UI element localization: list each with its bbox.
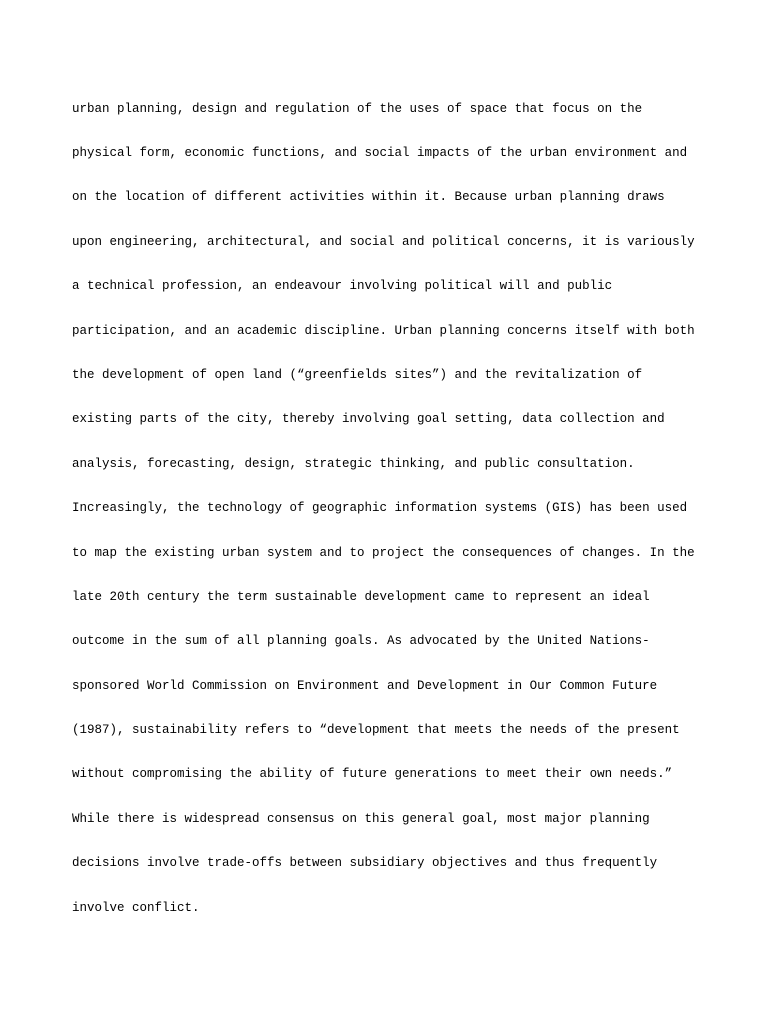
text-line: (1987), sustainability refers to “development that meets the needs of the present	[72, 723, 680, 738]
text-line: existing parts of the city, thereby involving goal setting, data collection and	[72, 412, 665, 427]
text-line: to map the existing urban system and to project the consequences of changes. In the	[72, 545, 695, 560]
text-line: participation, and an academic discipline. Urban planning concerns itself with both	[72, 323, 695, 338]
text-line: outcome in the sum of all planning goals. As advocated by the United Nations-	[72, 634, 650, 649]
body-paragraph	[72, 72, 712, 945]
text-line: without compromising the ability of future generations to meet their own needs.”	[72, 767, 673, 782]
text-line: upon engineering, architectural, and social and political concerns, it is variously	[72, 234, 695, 249]
text-line: a technical profession, an endeavour involving political will and public	[72, 279, 613, 294]
text-line: on the location of different activities within it. Because urban planning draws	[72, 190, 665, 205]
text-line: urban planning, design and regulation of the uses of space that focus on the	[72, 101, 643, 116]
text-line: decisions involve trade-offs between subsidiary objectives and thus frequently	[72, 856, 658, 871]
text-line: Increasingly, the technology of geographic information systems (GIS) has been used	[72, 501, 688, 516]
text-line: analysis, forecasting, design, strategic thinking, and public consultation.	[72, 456, 635, 471]
text-line: sponsored World Commission on Environment and Development in Our Common Future	[72, 678, 658, 693]
text-line: involve conflict.	[72, 900, 200, 915]
text-line: While there is widespread consensus on this general goal, most major planning	[72, 811, 650, 826]
text-line: physical form, economic functions, and social impacts of the urban environment and	[72, 145, 688, 160]
text-line: the development of open land (“greenfields sites”) and the revitalization of	[72, 367, 643, 382]
text-line: late 20th century the term sustainable development came to represent an ideal	[72, 589, 650, 604]
